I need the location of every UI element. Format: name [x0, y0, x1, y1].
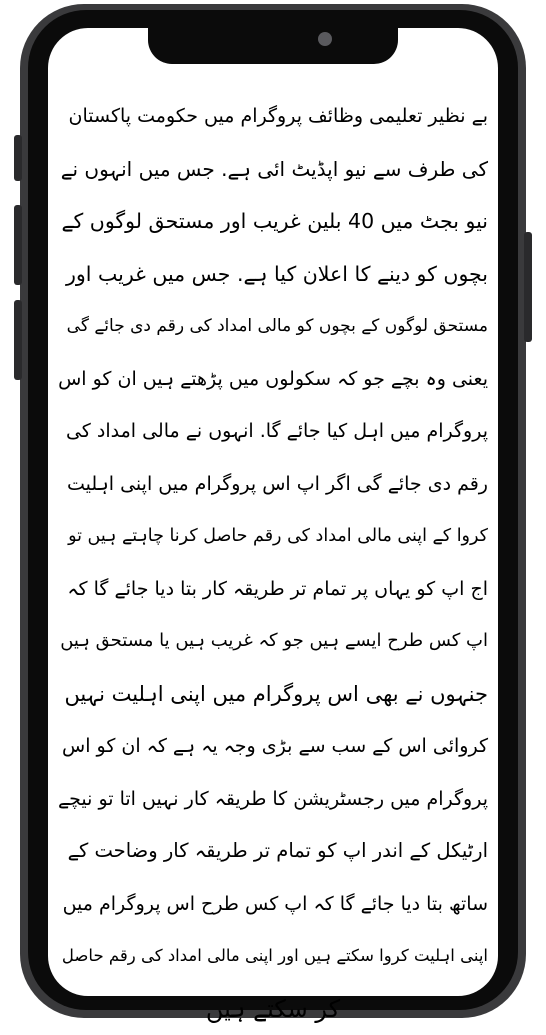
camera-icon [318, 32, 332, 46]
article-text [58, 90, 488, 1035]
article-line: جنہوں نے بھی اس پروگرام میں اپنی اہلیت نہیں [58, 668, 488, 721]
phone-volume-up-button [14, 205, 22, 285]
article-line: نیو بجٹ میں 40 بلین غریب اور مستحق لوگوں کے [58, 195, 488, 248]
article-line: کروائی اس کے سب سے بڑی وجہ یہ ہے کہ ان کو اس [58, 720, 488, 773]
article-line: پروگرام میں اہل کیا جائے گا. انہوں نے مالی امداد کی [58, 405, 488, 458]
phone-power-button [524, 232, 532, 342]
article-line: ارٹیکل کے اندر اپ کو تمام تر طریقہ کار وضاحت کے [58, 825, 488, 878]
article-line: رقم دی جائے گی اگر اپ اس پروگرام میں اپنی اہلیت [58, 458, 488, 511]
article-line: بچوں کو دینے کا اعلان کیا ہے. جس میں غریب اور [58, 248, 488, 301]
phone-volume-down-button [14, 300, 22, 380]
phone-mute-switch [14, 135, 22, 181]
article-line: اج اپ کو یہاں پر تمام تر طریقہ کار بتا دیا جائے گا کہ [58, 563, 488, 616]
article-line: پروگرام میں رجسٹریشن کا طریقہ کار نہیں اتا تو نیچے [58, 773, 488, 826]
article-line: کروا کے اپنی مالی امداد کی رقم حاصل کرنا چاہتے ہیں تو [58, 510, 488, 563]
article-line: اپنی اہلیت کروا سکتے ہیں اور اپنی مالی امداد کی رقم حاصل [58, 930, 488, 983]
phone-notch [148, 22, 398, 64]
article-line: کر سکتے ہیں [58, 983, 488, 1035]
article-line: یعنی وہ بچے جو کہ سکولوں میں پڑھتے ہیں ان کو اس [58, 353, 488, 406]
article-line: ساتھ بتا دیا جائے گا کہ اپ کس طرح اس پروگرام میں [58, 878, 488, 931]
article-line: بے نظیر تعلیمی وظائف پروگرام میں حکومت پاکستان [58, 90, 488, 143]
article-line: اپ کس طرح ایسے ہیں جو کہ غریب ہیں یا مستحق ہیں [58, 615, 488, 668]
phone-screen [48, 28, 498, 996]
article-line: کی طرف سے نیو اپڈیٹ ائی ہے. جس میں انہوں نے [58, 143, 488, 196]
article-line: مستحق لوگوں کے بچوں کو مالی امداد کی رقم دی جائے گی [58, 300, 488, 353]
